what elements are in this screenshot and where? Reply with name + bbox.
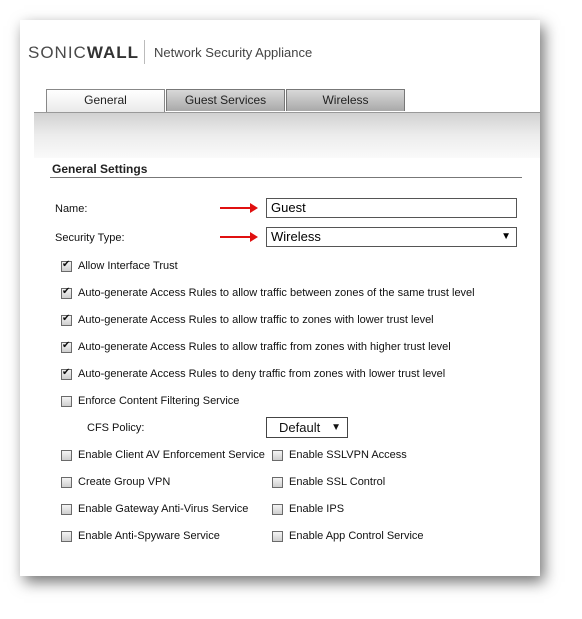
checkbox[interactable] (61, 315, 72, 326)
dialog-window (20, 20, 540, 576)
tab-guest-services[interactable]: Guest Services (166, 89, 285, 111)
cfs-policy-select[interactable] (266, 417, 348, 438)
logo-text-bold: WALL (86, 43, 139, 62)
checkbox[interactable] (272, 477, 283, 488)
checkbox-label: Enable IPS (289, 503, 345, 515)
checkbox[interactable] (61, 261, 72, 272)
tab-general[interactable]: General (46, 89, 165, 114)
checkbox-label: Auto-generate Access Rules to allow traffic between zones of the same trust level (78, 287, 475, 299)
name-input[interactable]: Guest (266, 198, 517, 218)
checkbox-label: Enable SSLVPN Access (289, 449, 407, 461)
section-divider (50, 177, 522, 178)
checkbox-label: Enforce Content Filtering Service (78, 395, 240, 407)
section-title: General Settings (52, 162, 148, 176)
checkbox-label: Enable Anti-Spyware Service (78, 530, 220, 542)
checkbox-label: Create Group VPN (78, 476, 171, 488)
checkbox-label: Enable Gateway Anti-Virus Service (78, 503, 249, 515)
checkbox[interactable] (272, 531, 283, 542)
security-type-label: Security Type: (55, 232, 125, 244)
dropdown-arrow-icon: ▼ (331, 422, 341, 433)
checkbox[interactable] (61, 450, 72, 461)
annotation-arrow-icon (220, 207, 256, 209)
annotation-arrow-icon (220, 236, 256, 238)
security-type-value: Wireless (271, 229, 321, 244)
checkbox[interactable] (61, 477, 72, 488)
checkbox-label: Auto-generate Access Rules to deny traffic from zones with lower trust level (78, 368, 446, 380)
app-title: Network Security Appliance (154, 45, 313, 60)
logo-text-light: SONIC (28, 43, 87, 62)
checkbox[interactable] (61, 342, 72, 353)
checkbox[interactable] (61, 531, 72, 542)
checkbox[interactable] (61, 396, 72, 407)
checkbox[interactable] (272, 450, 283, 461)
header (20, 20, 540, 90)
sonicwall-logo (28, 43, 139, 63)
dropdown-arrow-icon: ▼ (501, 231, 511, 242)
band-border (34, 112, 540, 113)
cfs-policy-value: Default (279, 420, 321, 435)
checkbox-label: Auto-generate Access Rules to allow traffic from zones with higher trust level (78, 341, 451, 353)
checkbox-label: Allow Interface Trust (78, 260, 178, 272)
security-type-select[interactable] (266, 227, 517, 247)
checkbox-label: Enable App Control Service (289, 530, 424, 542)
header-divider (144, 40, 145, 64)
checkbox-label: Auto-generate Access Rules to allow traffic to zones with lower trust level (78, 314, 434, 326)
checkbox[interactable] (61, 504, 72, 515)
checkbox[interactable] (61, 369, 72, 380)
tab-content-band (34, 112, 540, 158)
name-label: Name: (55, 203, 88, 215)
checkbox-label: Enable Client AV Enforcement Service (78, 449, 265, 461)
checkbox[interactable] (272, 504, 283, 515)
tab-wireless[interactable]: Wireless (286, 89, 405, 111)
cfs-policy-label: CFS Policy: (87, 422, 145, 434)
checkbox-label: Enable SSL Control (289, 476, 386, 488)
checkbox[interactable] (61, 288, 72, 299)
